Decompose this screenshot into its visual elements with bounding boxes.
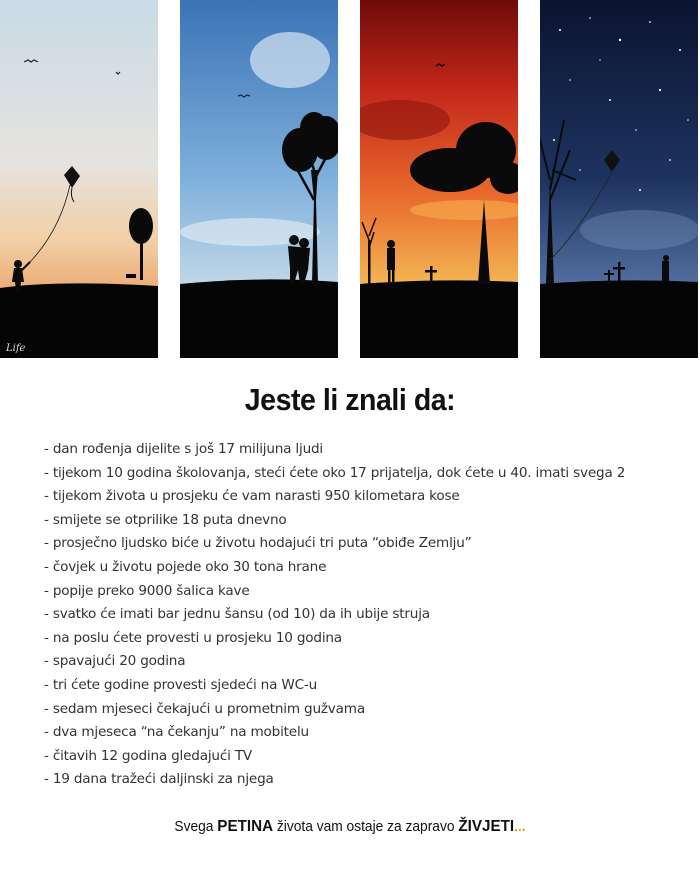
list-item: - tijekom 10 godina školovanja, steći ćete oko 17 prijatelja, dok ćete u 40. imati svega 2 [44, 464, 626, 481]
footer-message [18, 818, 683, 836]
list-item: - dan rođenja dijelite s još 17 milijuna ljudi [44, 441, 324, 457]
list-item: - tri ćete godine provesti sjedeći na WC-u [44, 676, 318, 693]
list-item: - čovjek u životu pojede oko 30 tona hrane [44, 558, 327, 575]
facts-list [44, 438, 625, 792]
couple-under-tree-panel [180, 0, 338, 358]
night-stars-panel [540, 0, 698, 358]
list-item: - tijekom života u prosjeku će vam narasti 950 kilometara kose [44, 488, 460, 505]
footer-prefix: Svega [174, 819, 218, 835]
footer-middle: života vam ostaje za zapravo [273, 819, 459, 835]
page-title: Jeste li znali da: [244, 382, 456, 417]
list-item: - 19 dana tražeći daljinski za njega [44, 771, 274, 788]
list-item: - svatko će imati bar jednu šansu (od 10) da ih ubije struja [44, 606, 430, 623]
footer-final-word: ŽIVJETI [458, 818, 515, 835]
childhood-kite-panel [0, 0, 158, 358]
list-item: - dva mjeseca “na čekanju” na mobitelu [44, 724, 309, 741]
list-item: - na poslu ćete provesti u prosjeku 10 godina [44, 629, 342, 646]
list-item: - smijete se otprilike 18 puta dnevno [44, 511, 287, 528]
sunset-grave-panel [360, 0, 518, 358]
list-item: - spavajući 20 godina [44, 653, 186, 670]
list-item: - čitavih 12 godina gledajući TV [44, 747, 253, 764]
footer-dots: ... [514, 819, 526, 835]
life-stages-banner [0, 0, 700, 362]
footer-emphasis: PETINA [217, 818, 274, 835]
list-item: - prosječno ljudsko biće u životu hodajući tri puta “obiđe Zemlju” [44, 535, 472, 552]
list-item: - popije preko 9000 šalica kave [44, 582, 250, 599]
life-logo: Life [6, 343, 26, 354]
list-item: - sedam mjeseci čekajući u prometnim gužvama [44, 700, 365, 717]
